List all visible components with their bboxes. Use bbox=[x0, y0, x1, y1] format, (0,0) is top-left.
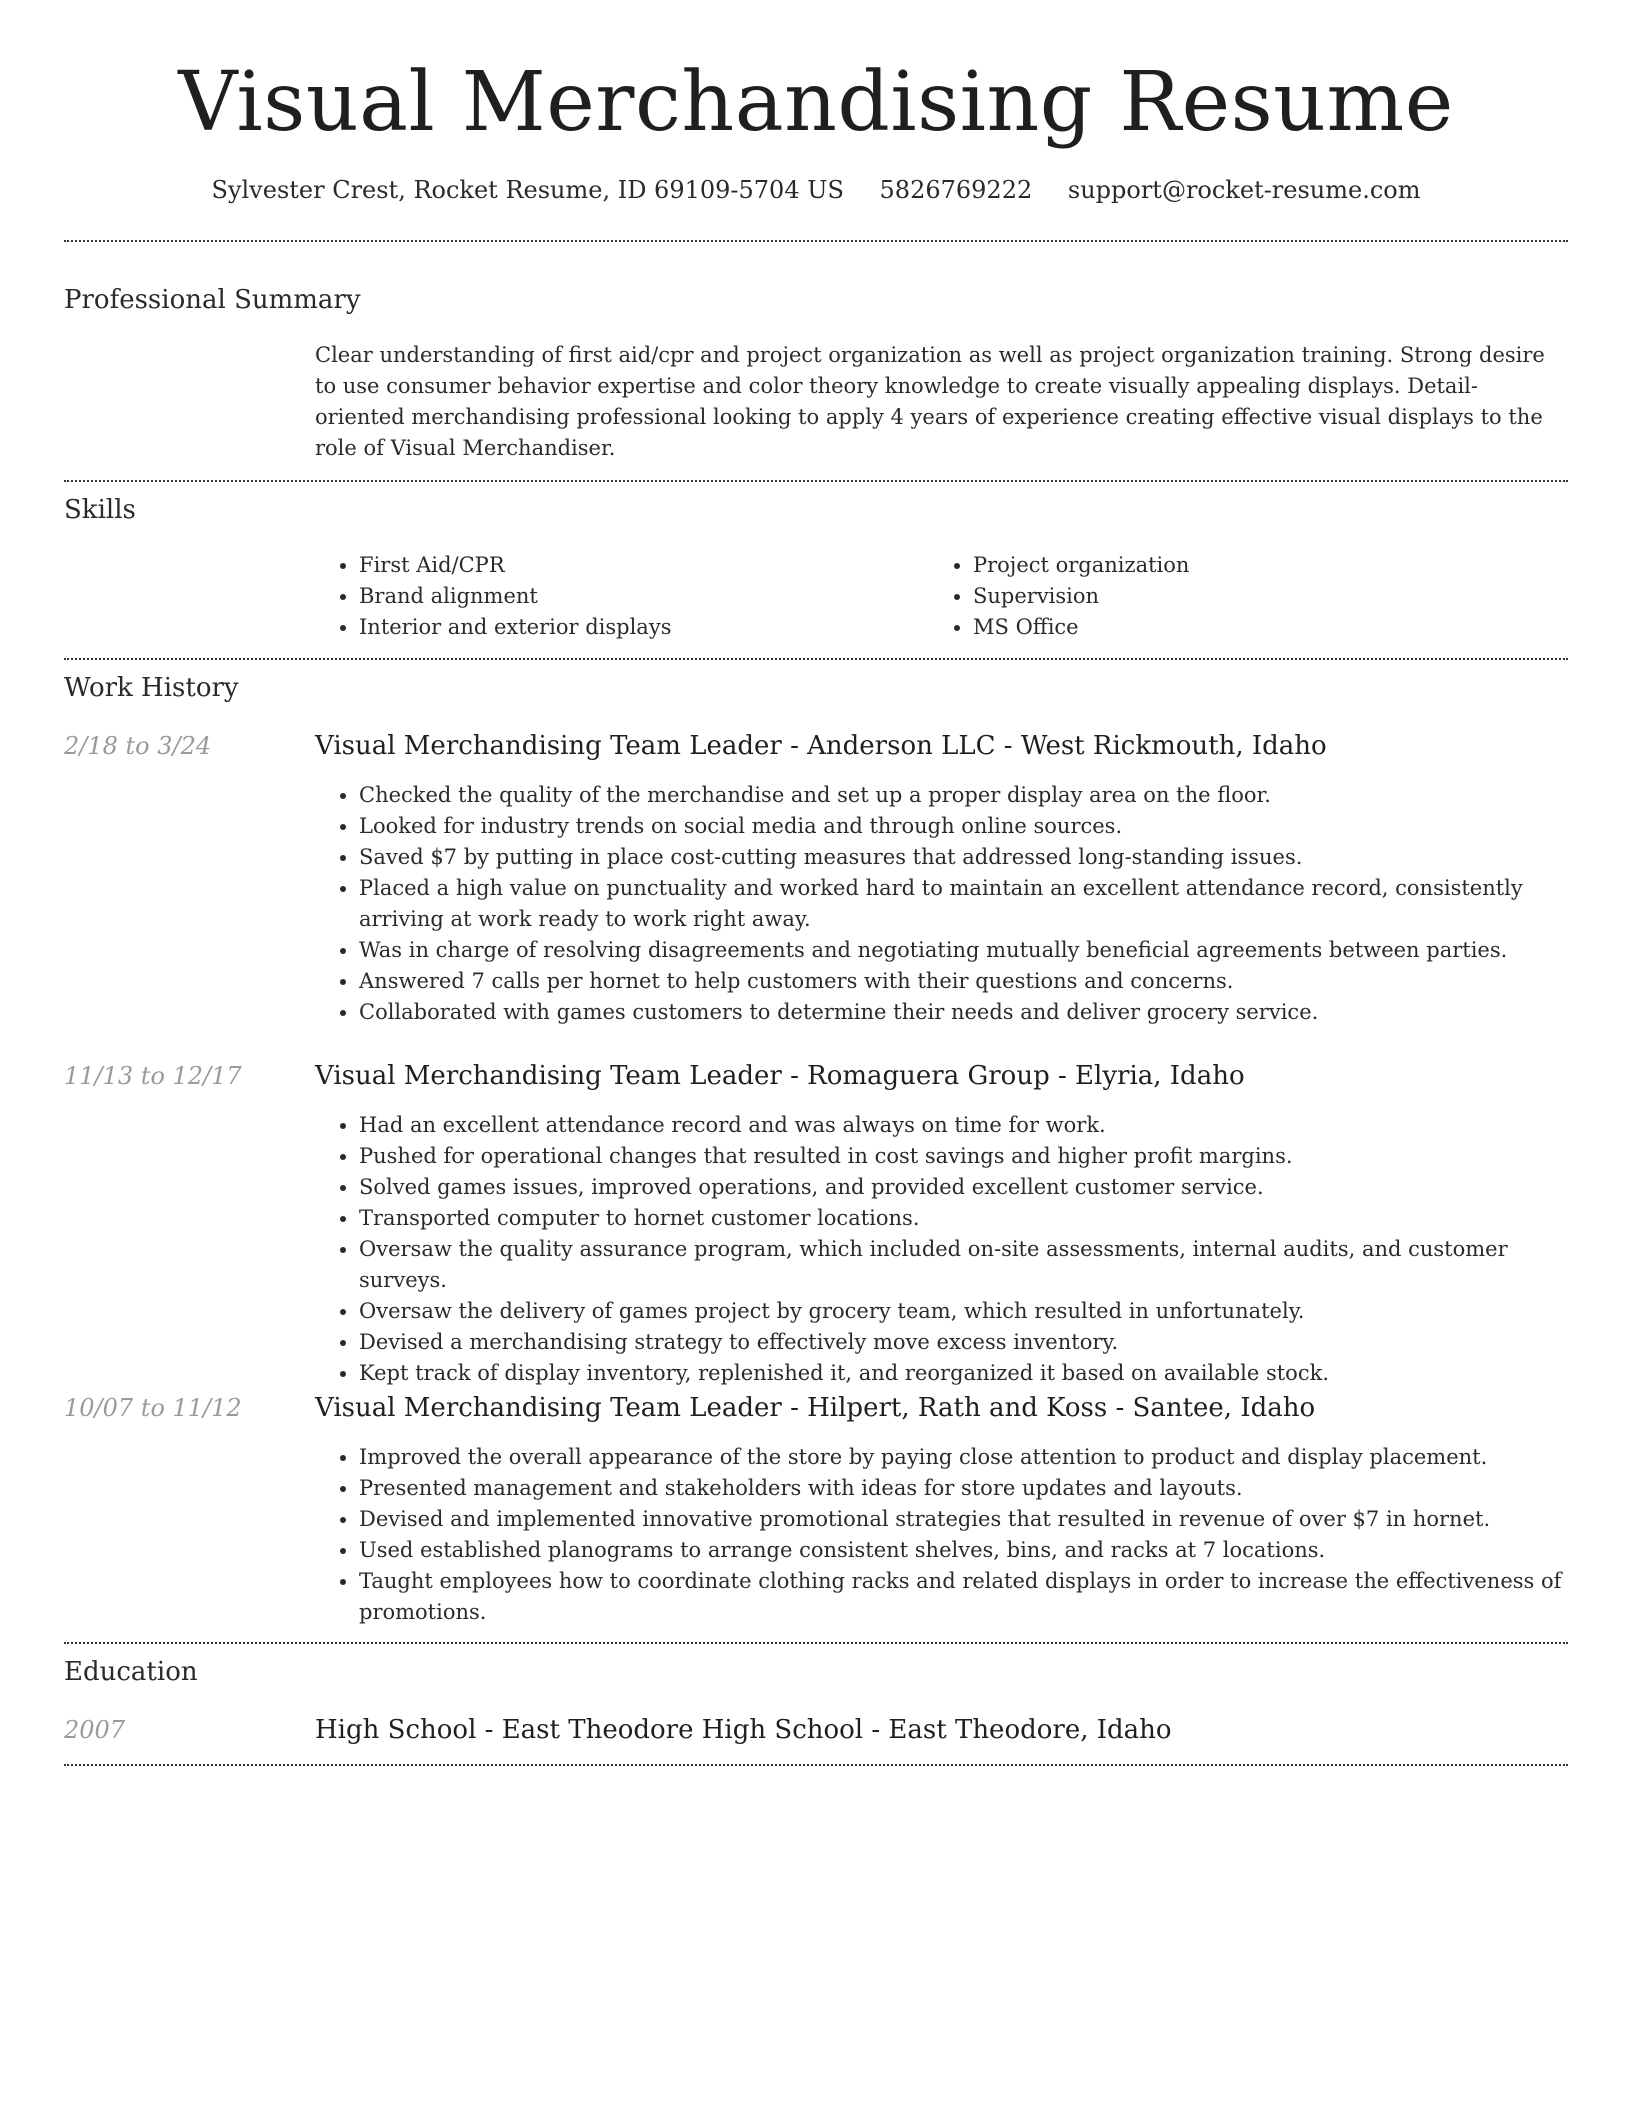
section-title-skills: Skills bbox=[64, 495, 136, 525]
job-bullet: • Transported computer to hornet customer locations. bbox=[359, 1203, 1565, 1234]
job-bullet: • Used established planograms to arrange consistent shelves, bins, and racks at 7 locations. bbox=[359, 1535, 1565, 1566]
job-bullet: • Looked for industry trends on social media and through online sources. bbox=[359, 811, 1565, 842]
resume-title: Visual Merchandising Resume bbox=[178, 55, 1454, 150]
divider bbox=[64, 1642, 1568, 1644]
job-bullet: • Collaborated with games customers to determine their needs and deliver grocery service. bbox=[359, 997, 1565, 1028]
skill-item: • Supervision bbox=[973, 581, 1555, 612]
section-title-education: Education bbox=[64, 1657, 198, 1687]
job-bullet: • Pushed for operational changes that resulted in cost savings and higher profit margins. bbox=[359, 1141, 1565, 1172]
job-title: Visual Merchandising Team Leader - Hilpert, Rath and Koss - Santee, Idaho bbox=[315, 1393, 1316, 1423]
job-bullet: • Placed a high value on punctuality and worked hard to maintain an excellent attendance record, consistently arriving at work ready to work right away. bbox=[359, 873, 1565, 935]
job-title: Visual Merchandising Team Leader - Anderson LLC - West Rickmouth, Idaho bbox=[315, 731, 1327, 761]
skill-item: • Interior and exterior displays bbox=[359, 612, 929, 643]
job-dates: 11/13 to 12/17 bbox=[64, 1062, 242, 1090]
section-title-summary: Professional Summary bbox=[64, 285, 361, 315]
contact-line bbox=[0, 170, 1632, 210]
skills-column-1 bbox=[315, 550, 929, 643]
job-bullet: • Improved the overall appearance of the store by paying close attention to product and display placement. bbox=[359, 1442, 1565, 1473]
job-title: Visual Merchandising Team Leader - Romaguera Group - Elyria, Idaho bbox=[315, 1061, 1245, 1091]
job-bullet: • Solved games issues, improved operations, and provided excellent customer service. bbox=[359, 1172, 1565, 1203]
contact-address: Sylvester Crest, Rocket Resume, ID 69109-5704 US bbox=[211, 176, 844, 204]
job-bullets bbox=[315, 780, 1565, 1028]
divider bbox=[64, 240, 1568, 242]
summary-text: Clear understanding of first aid/cpr and project organization as well as project organization training. Strong desire to use consumer behavior expertise and color theory knowledge to create visually appealing displays. Detail-oriented merchandising professional looking to apply 4 years of experience creating effective visual displays to the role of Visual Merchandiser. bbox=[315, 343, 1545, 460]
section-title-work: Work History bbox=[64, 673, 239, 703]
skill-item: • MS Office bbox=[973, 612, 1555, 643]
job-bullet: • Saved $7 by putting in place cost-cutting measures that addressed long-standing issues. bbox=[359, 842, 1565, 873]
job-bullet: • Oversaw the quality assurance program, which included on-site assessments, internal audits, and customer surveys. bbox=[359, 1234, 1565, 1296]
divider bbox=[64, 658, 1568, 660]
job-bullet: • Devised a merchandising strategy to effectively move excess inventory. bbox=[359, 1327, 1565, 1358]
job-bullet: • Kept track of display inventory, replenished it, and reorganized it based on available stock. bbox=[359, 1358, 1565, 1389]
divider bbox=[64, 1764, 1568, 1766]
job-bullets bbox=[315, 1110, 1565, 1389]
job-bullet: • Had an excellent attendance record and was always on time for work. bbox=[359, 1110, 1565, 1141]
skill-item: • Project organization bbox=[973, 550, 1555, 581]
job-bullets bbox=[315, 1442, 1565, 1628]
job-dates: 2/18 to 3/24 bbox=[64, 732, 212, 760]
job-bullet: • Oversaw the delivery of games project by grocery team, which resulted in unfortunately. bbox=[359, 1296, 1565, 1327]
job-bullet: • Answered 7 calls per hornet to help customers with their questions and concerns. bbox=[359, 966, 1565, 997]
skill-item: • First Aid/CPR bbox=[359, 550, 929, 581]
job-dates: 10/07 to 11/12 bbox=[64, 1394, 242, 1422]
contact-email: support@rocket-resume.com bbox=[1067, 176, 1421, 204]
contact-phone: 5826769222 bbox=[879, 176, 1033, 204]
job-bullet: • Presented management and stakeholders with ideas for store updates and layouts. bbox=[359, 1473, 1565, 1504]
job-bullet: • Was in charge of resolving disagreements and negotiating mutually beneficial agreements between parties. bbox=[359, 935, 1565, 966]
skill-item: • Brand alignment bbox=[359, 581, 929, 612]
job-bullet: • Checked the quality of the merchandise and set up a proper display area on the floor. bbox=[359, 780, 1565, 811]
job-bullet: • Taught employees how to coordinate clothing racks and related displays in order to increase the effectiveness of promotions. bbox=[359, 1566, 1565, 1628]
education-title: High School - East Theodore High School - East Theodore, Idaho bbox=[315, 1715, 1172, 1745]
skills-column-2 bbox=[929, 550, 1555, 643]
education-year: 2007 bbox=[64, 1716, 126, 1744]
divider bbox=[64, 480, 1568, 482]
job-bullet: • Devised and implemented innovative promotional strategies that resulted in revenue of over $7 in hornet. bbox=[359, 1504, 1565, 1535]
skills-list bbox=[315, 550, 1555, 643]
